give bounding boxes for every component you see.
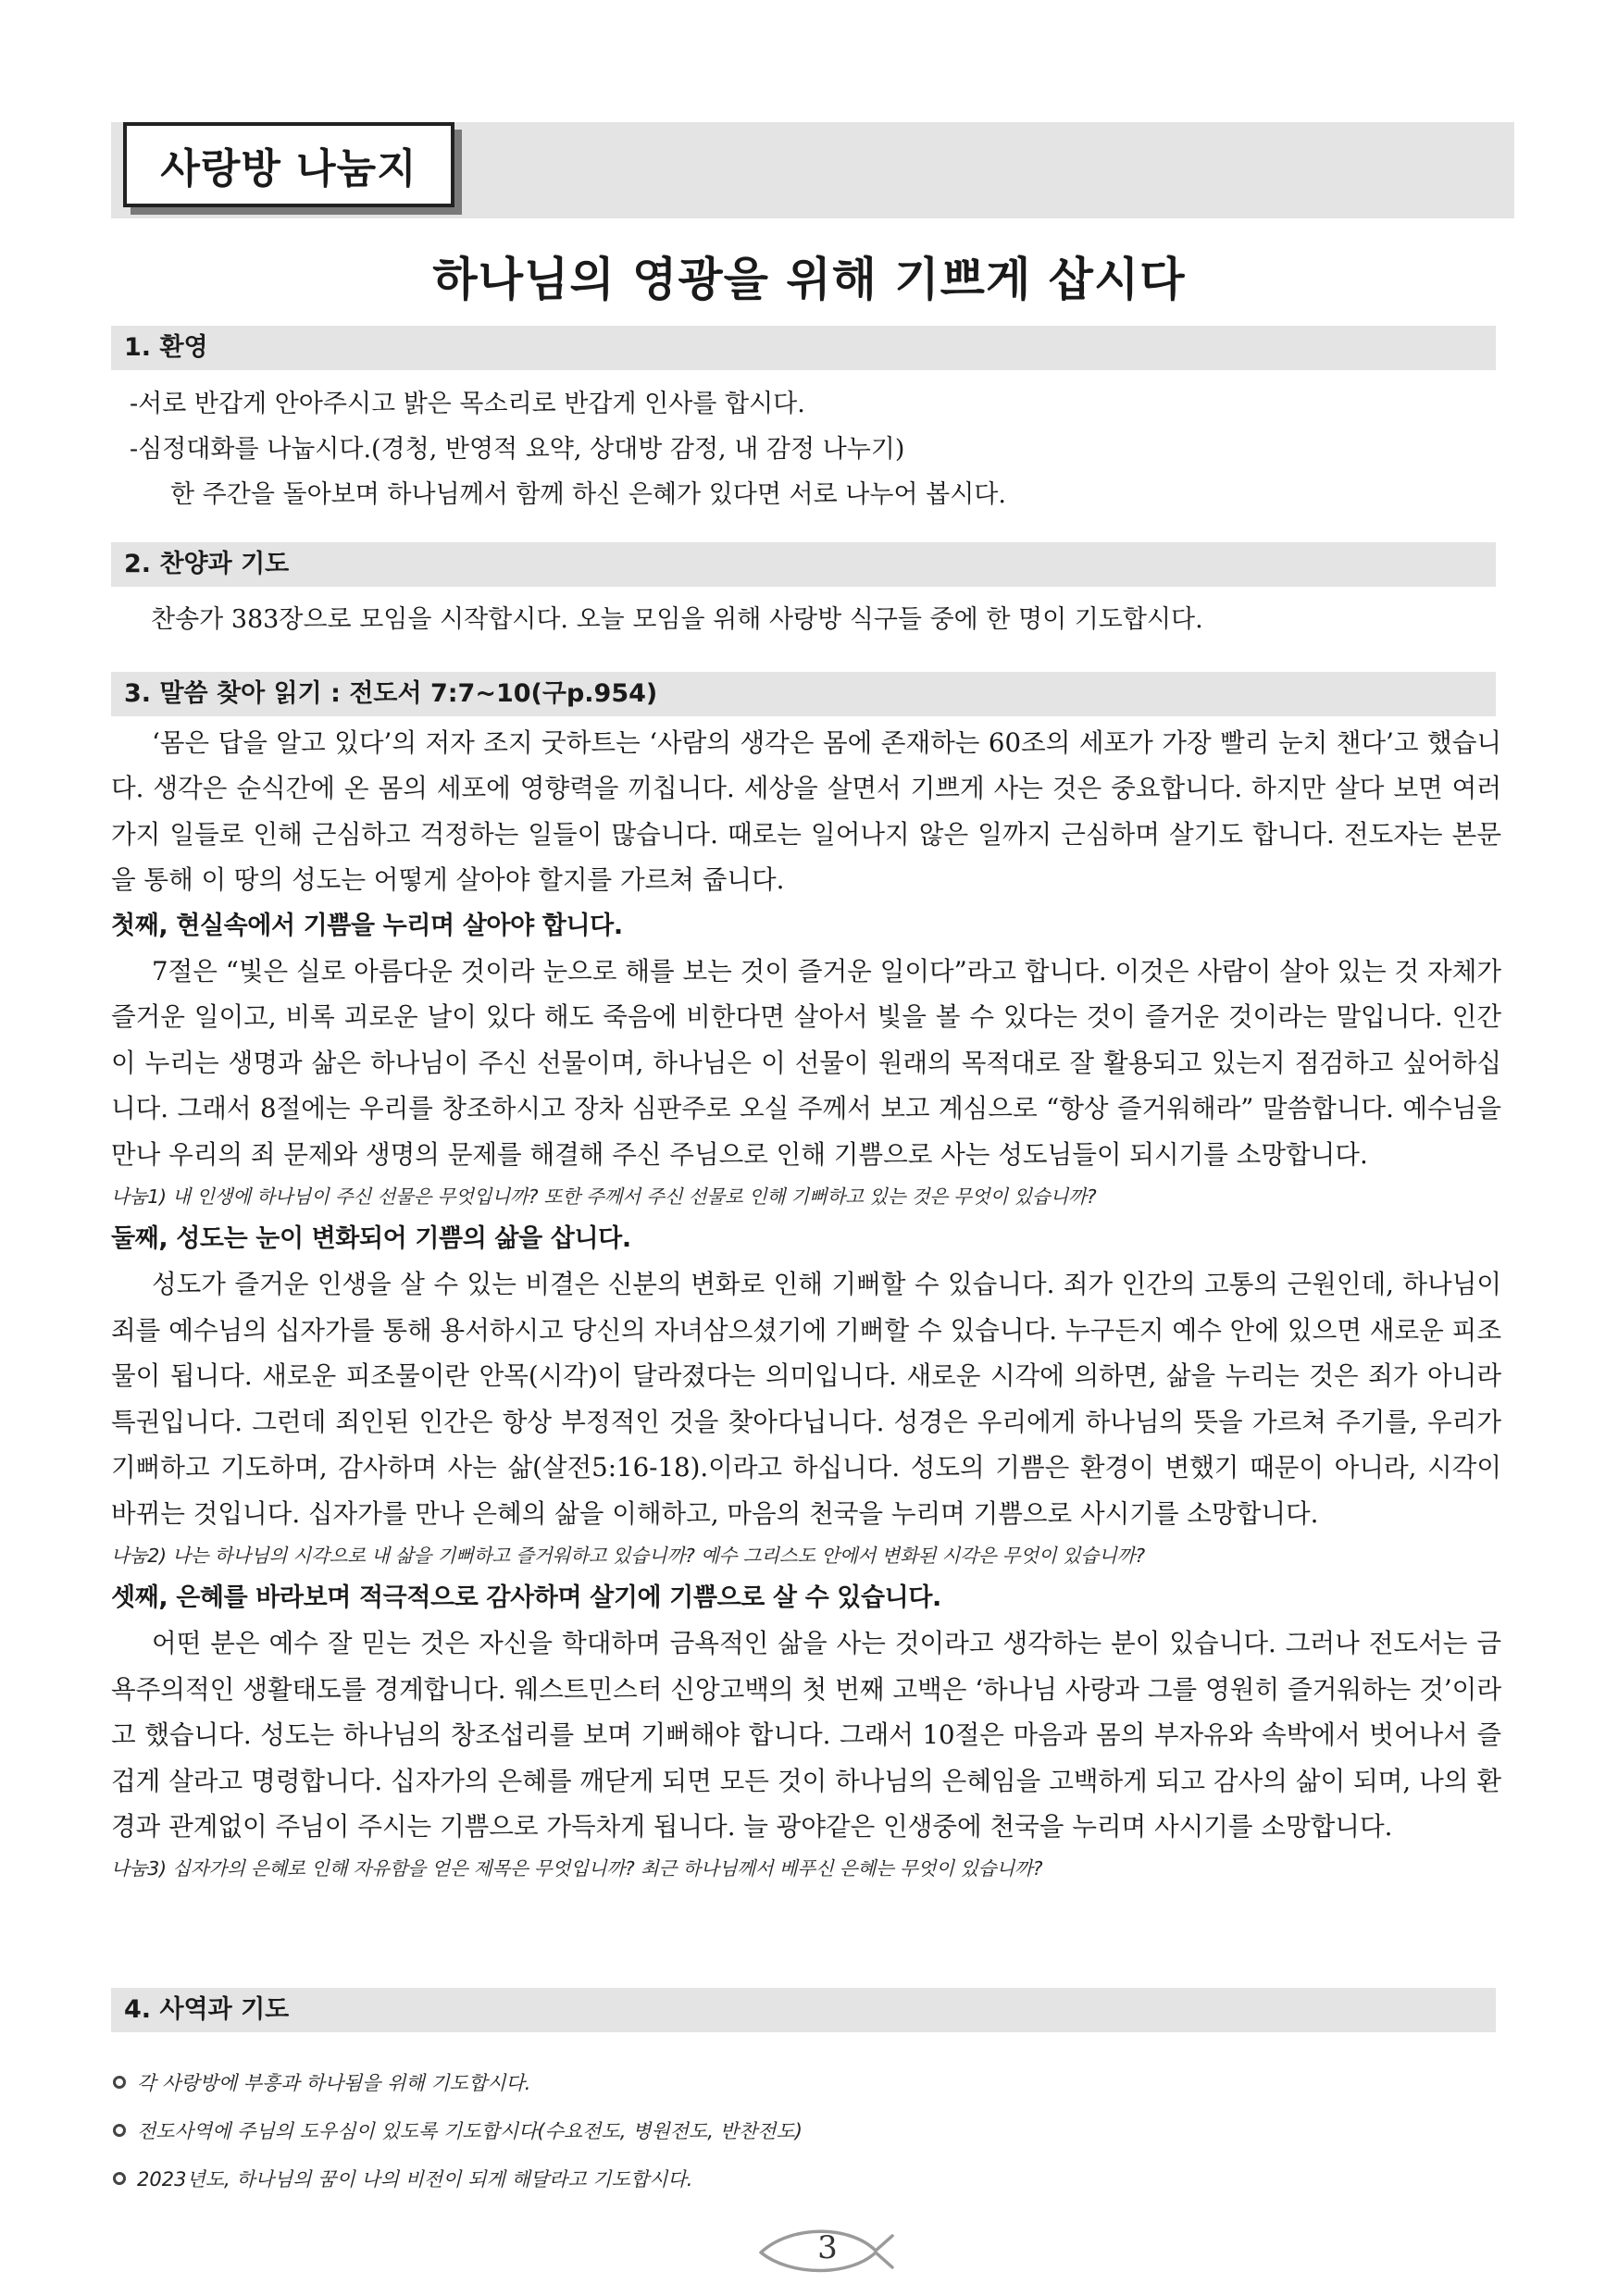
point-subheading: 둘째, 성도는 눈이 변화되어 기쁨의 삶을 삽니다. [111,1224,631,1254]
page-number: 3 [817,2229,838,2266]
point-subheading: 셋째, 은혜를 바라보며 적극적으로 감사하며 살기에 기쁨으로 살 수 있습니다. [111,1582,941,1612]
circle-bullet-icon [113,2124,126,2137]
prayer-text: 전도사역에 주님의 도우심이 있도록 기도합시다(수요전도, 병원전도, 반찬전도) [137,2120,803,2142]
sermon-body [111,720,1501,1888]
point-paragraph: 7절은 “빛은 실로 아름다운 것이라 눈으로 해를 보는 것이 즐거운 일이다”라고 합니다. 이것은 사람이 살아 있는 것 자체가 즐거운 일이고, 비록 괴로운 날이 있다 해도 죽음에 비한다면 살아서 빛을 볼 수 있다는 것이 즐거운 것이라는 말입니다. 인간이 누리는 생명과 삶은 하나님이 주신 선물이며, 하나님은 이 선물이 원래의 목적대로 잘 활용되고 있는지 점검하고 싶어하십니다. 그래서 8절에는 우리를 창조하시고 장차 심판주로 오실 주께서 보고 계심으로 “항상 즐거워해라” 말씀합니다. 예수님을 만나 우리의 죄 문제와 생명의 문제를 해결해 주신 주님으로 인해 기쁨으로 사는 성도님들이 되시기를 소망합니다. [111,956,1501,1170]
prayer-text: 각 사랑방에 부흥과 하나됨을 위해 기도합시다. [137,2072,531,2094]
welcome-line: -서로 반갑게 안아주시고 밝은 목소리로 반갑게 인사를 합시다. [130,390,805,418]
share-question: 나눔2) 나는 하나님의 시각으로 내 삶을 기뻐하고 즐거워하고 있습니까? 예수 그리스도 안에서 변화된 시각은 무엇이 있습니까? [111,1544,1145,1567]
point-subheading: 첫째, 현실속에서 기쁨을 누리며 살아야 합니다. [111,911,623,940]
point-paragraph: 성도가 즐거운 인생을 살 수 있는 비결은 신분의 변화로 인해 기뻐할 수 있습니다. 죄가 인간의 고통의 근원인데, 하나님이 죄를 예수님의 십자가를 통해 용서하시고 당신의 자녀삼으셨기에 기뻐할 수 있습니다. 누구든지 예수 안에 있으면 새로운 피조물이 됩니다. 새로운 피조물이란 안목(시각)이 달라졌다는 의미입니다. 새로운 시각에 의하면, 삶을 누리는 것은 죄가 아니라 특권입니다. 그런데 죄인된 인간은 항상 부정적인 것을 찾아다닙니다. 성경은 우리에게 하나님의 뜻을 가르쳐 주기를, 우리가 기뻐하고 기도하며, 감사하며 사는 삶(살전5:16-18).이라고 하십니다. 성도의 기쁨은 환경이 변했기 때문이 아니라, 시각이 바뀌는 것입니다. 십자가를 만나 은혜의 삶을 이해하고, 마음의 천국을 누리며 기쁨으로 사시기를 소망합니다. [111,1269,1501,1529]
circle-bullet-icon [113,2172,126,2185]
section-heading-scripture: 3. 말씀 찾아 읽기 : 전도서 7:7~10(구p.954) [111,672,1496,716]
share-question: 나눔1) 내 인생에 하나님이 주신 선물은 무엇입니까? 또한 주께서 주신 선물로 인해 기뻐하고 있는 것은 무엇이 있습니까? [111,1185,1097,1209]
intro-paragraph: ‘몸은 답을 알고 있다’의 저자 조지 굿하트는 ‘사람의 생각은 몸에 존재하는 60조의 세포가 가장 빨리 눈치 챈다’고 했습니다. 생각은 순식간에 온 몸의 세포에 영향력을 끼칩니다. 세상을 살면서 기쁘게 사는 것은 중요합니다. 하지만 살다 보면 여러 가지 일들로 인해 근심하고 걱정하는 일들이 많습니다. 때로는 일어나지 않은 일까지 근심하며 살기도 합니다. 전도자는 본문을 통해 이 땅의 성도는 어떻게 살아야 할지를 가르쳐 줍니다. [111,727,1501,896]
section-heading-welcome: 1. 환영 [111,326,1496,370]
section-heading-praise: 2. 찬양과 기도 [111,542,1496,587]
circle-bullet-icon [113,2076,126,2089]
page-title: 하나님의 영광을 위해 기쁘게 삽시다 [432,253,1186,306]
share-question: 나눔3) 십자가의 은혜로 인해 자유함을 얻은 제목은 무엇입니까? 최근 하나님께서 베푸신 은혜는 무엇이 있습니까? [111,1857,1043,1880]
prayer-item [113,2058,1409,2106]
prayer-list [113,2058,1409,2203]
point-paragraph: 어떤 분은 예수 잘 믿는 것은 자신을 학대하며 금욕적인 삶을 사는 것이라고 생각하는 분이 있습니다. 그러나 전도서는 금욕주의적인 생활태도를 경계합니다. 웨스트민스터 신앙고백의 첫 번째 고백은 ‘하나님 사랑과 그를 영원히 즐거워하는 것’이라고 했습니다. 성도는 하나님의 창조섭리를 보며 기뻐해야 합니다. 그래서 10절은 마음과 몸의 부자유와 속박에서 벗어나서 즐겁게 살라고 명령합니다. 십자가의 은혜를 깨닫게 되면 모든 것이 하나님의 은혜임을 고백하게 되고 감사의 삶이 되며, 나의 환경과 관계없이 주님이 주시는 기쁨으로 가득차게 됩니다. 늘 광야같은 인생중에 천국을 누리며 사시기를 소망합니다. [111,1628,1501,1842]
prayer-item [113,2154,1409,2203]
praise-line: 찬송가 383장으로 모임을 시작합시다. 오늘 모임을 위해 사랑방 식구들 중에 한 명이 기도합시다. [151,605,1203,634]
header-label: 사랑방 나눔지 [123,122,454,207]
welcome-line: -심정대화를 나눕시다.(경청, 반영적 요약, 상대방 감정, 내 감정 나누기) [130,435,905,464]
prayer-item [113,2106,1409,2154]
section-heading-ministry: 4. 사역과 기도 [111,1988,1496,2032]
page-number-area [753,2219,902,2278]
welcome-line: 한 주간을 돌아보며 하나님께서 함께 하신 은혜가 있다면 서로 나누어 봅시다. [170,480,1006,509]
prayer-text: 2023년도, 하나님의 꿈이 나의 비전이 되게 해달라고 기도합시다. [137,2168,693,2191]
